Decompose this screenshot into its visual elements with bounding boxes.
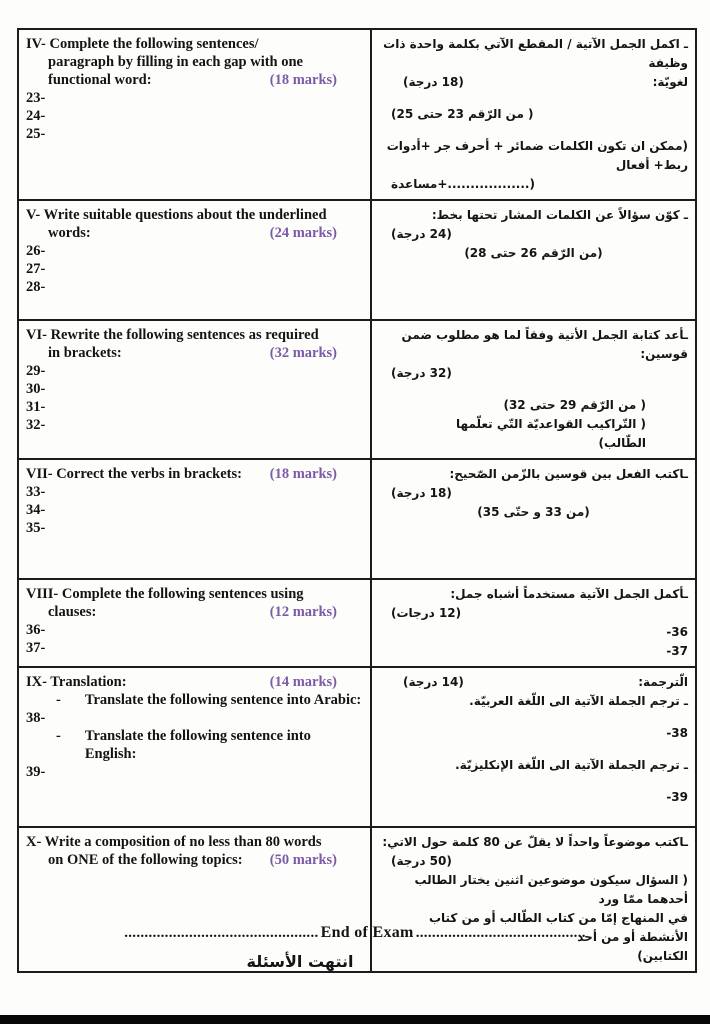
item-number — [26, 380, 363, 398]
item-number-text: 24- — [26, 108, 46, 124]
section-vii-english-cell — [19, 460, 372, 578]
section-heading-line — [26, 206, 363, 224]
item-number-text: 34- — [26, 502, 46, 518]
section-heading-line — [26, 326, 363, 344]
spacer — [379, 124, 688, 137]
arabic-text-line — [379, 503, 688, 522]
spacer — [379, 775, 688, 788]
arabic-text-line — [379, 175, 688, 194]
section-heading-line — [26, 224, 363, 242]
arabic-text: الّترجمة: — [638, 675, 688, 689]
heading-text: VII- Correct the verbs in brackets: — [26, 466, 242, 482]
arabic-text-line — [379, 35, 688, 73]
bullet-line — [26, 691, 363, 709]
section-heading-line — [26, 585, 363, 603]
arabic-text: (من 33 و حتّى 35) — [477, 505, 590, 519]
dots-right: .......................................... — [415, 925, 586, 941]
section-iv-arabic-cell — [372, 30, 695, 199]
dots-left: ................................................ — [124, 925, 319, 941]
arabic-text: ( التّراكيب القواعديّة التّي تعلّمها الطّالب) — [456, 417, 646, 450]
arabic-text-line — [379, 326, 688, 364]
arabic-text-line — [379, 871, 688, 909]
section-heading-line — [26, 344, 363, 362]
bullet-dash: - — [56, 692, 61, 708]
exam-question-table — [17, 28, 697, 973]
heading-text: functional word: — [48, 72, 152, 88]
section-v-english-cell — [19, 201, 372, 319]
item-number-text: 35- — [26, 520, 46, 536]
item-number-text: 39- — [26, 764, 46, 780]
arabic-text: -36 — [666, 625, 688, 639]
section-x-row — [19, 826, 695, 971]
item-number — [26, 709, 363, 727]
heading-text: paragraph by filling in each gap with one — [48, 54, 303, 70]
bullet-text: Translate the following sentence into Arabic: — [84, 692, 362, 708]
section-heading-line — [26, 35, 363, 53]
item-number-text: 32- — [26, 417, 46, 433]
item-number-text: 37- — [26, 640, 46, 656]
item-number-text: 26- — [26, 243, 46, 259]
arabic-marks: (14 درجة) — [403, 675, 464, 689]
section-vi-arabic-cell — [372, 321, 695, 458]
arabic-text-line — [379, 484, 688, 503]
arabic-text: مساعدة+..................) — [391, 177, 535, 191]
arabic-text-line — [379, 692, 688, 711]
item-number-text: 25- — [26, 126, 46, 142]
arabic-text: ( السؤال سيكون موضوعين اثنين يختار الطالب أحدهما ممّا ورد — [414, 873, 688, 906]
item-number — [26, 398, 363, 416]
item-number — [26, 483, 363, 501]
item-number — [26, 260, 363, 278]
section-viii-english-cell — [19, 580, 372, 666]
arabic-text: (24 درجة) — [391, 227, 452, 241]
scan-edge-bar — [0, 1015, 710, 1024]
arabic-text-line — [379, 244, 688, 263]
arabic-text: -38 — [666, 726, 688, 740]
arabic-text: (32 درجة) — [391, 366, 452, 380]
section-iv-english-cell — [19, 30, 372, 199]
arabic-text: (12 درجات) — [391, 606, 462, 620]
arabic-text-line — [379, 642, 688, 661]
section-heading-line — [26, 71, 363, 89]
arabic-text-line — [379, 206, 688, 225]
marks-badge: (32 marks) — [269, 345, 337, 361]
bullet-text: Translate the following sentence into English: — [84, 728, 311, 762]
arabic-text: (50 درجة) — [391, 854, 452, 868]
section-vi-english-cell — [19, 321, 372, 458]
spacer — [379, 383, 688, 396]
section-heading-line — [26, 53, 363, 71]
section-vii-arabic-cell — [372, 460, 695, 578]
arabic-text-line — [379, 623, 688, 642]
spacer — [379, 743, 688, 756]
end-of-exam-text: End of Exam — [320, 924, 414, 941]
item-number — [26, 125, 363, 143]
section-heading-line — [26, 673, 363, 691]
heading-text: on ONE of the following topics: — [48, 852, 243, 868]
arabic-text: ـ كوّن سؤالاً عن الكلمات المشار تحتها بخط: — [431, 208, 688, 222]
arabic-text-line — [379, 465, 688, 484]
section-ix-row — [19, 666, 695, 826]
bullet-line — [26, 727, 363, 763]
section-x-arabic-cell — [372, 828, 695, 971]
arabic-text: (ممكن ان تكون الكلمات ضمائر + أحرف جر +أدوات ربط+ أفعال — [386, 139, 688, 172]
end-of-exam-line — [0, 924, 710, 942]
questions-ended-text: انتهت الأسئلة — [246, 952, 354, 971]
item-number-text: 31- — [26, 399, 46, 415]
section-heading-line — [26, 833, 363, 851]
arabic-text-line — [379, 724, 688, 743]
arabic-text: ـ ترجم الجملة الآتية الى اللّغة العربيّة. — [469, 694, 688, 708]
item-number — [26, 278, 363, 296]
item-number — [26, 621, 363, 639]
arabic-text: ـ ترجم الجملة الآتية الى اللّغة الإنكليزيّة. — [455, 758, 688, 772]
arabic-text: -39 — [666, 790, 688, 804]
arabic-text: ـأعد كتابة الجمل الأتية وفقاً لما هو مطلوب ضمن قوسين: — [401, 328, 688, 361]
section-heading-line — [26, 603, 363, 621]
arabic-text-line — [379, 73, 688, 92]
section-iv-row — [19, 30, 695, 199]
item-number — [26, 362, 363, 380]
section-ix-english-cell — [19, 668, 372, 826]
arabic-text: في المنهاج إمّا من كتاب الطّالب أو من كتاب الأنشطة أو من أحد — [428, 911, 688, 944]
arabic-text-line — [379, 833, 688, 852]
arabic-text: ـأكمل الجمل الآتية مستخدماً أشباه جمل: — [450, 587, 688, 601]
heading-text: V- Write suitable questions about the underlined — [26, 207, 327, 223]
arabic-text-line — [379, 396, 688, 415]
heading-text: IV- Complete the following sentences/ — [26, 36, 259, 52]
item-number-text: 29- — [26, 363, 46, 379]
arabic-text: الكتابين) — [637, 949, 688, 963]
heading-text: in brackets: — [48, 345, 122, 361]
section-vii-row — [19, 458, 695, 578]
arabic-text: ـاكتب موضوعاً واحداً لا يقلّ عن 80 كلمة حول الاتي: — [382, 835, 688, 849]
marks-badge: (24 marks) — [269, 225, 337, 241]
bullet-dash: - — [56, 728, 61, 744]
heading-text: words: — [48, 225, 91, 241]
heading-text: X- Write a composition of no less than 80 words — [26, 834, 322, 850]
item-number-text: 38- — [26, 710, 46, 726]
arabic-text: -37 — [666, 644, 688, 658]
marks-badge: (18 marks) — [269, 466, 337, 482]
arabic-text-line — [379, 852, 688, 871]
item-number-text: 23- — [26, 90, 46, 106]
arabic-text-line — [379, 756, 688, 775]
arabic-text: (من الرّقم 26 حتى 28) — [464, 246, 603, 260]
spacer — [379, 92, 688, 105]
arabic-text: (18 درجة) — [391, 486, 452, 500]
item-number — [26, 501, 363, 519]
arabic-text-line — [379, 105, 688, 124]
arabic-marks: (18 درجة) — [403, 75, 464, 89]
item-number — [26, 416, 363, 434]
section-heading-line — [26, 851, 363, 869]
arabic-text-line — [379, 225, 688, 244]
arabic-text-line — [379, 788, 688, 807]
arabic-text: ـ اكمل الجمل الآتية / المقطع الآتي بكلمة واحدة ذات وظيفة — [383, 37, 688, 70]
heading-text: IX- Translation: — [26, 674, 127, 690]
arabic-text-line — [379, 604, 688, 623]
section-heading-line — [26, 465, 363, 483]
item-number — [26, 107, 363, 125]
item-number — [26, 89, 363, 107]
section-x-english-cell — [19, 828, 372, 971]
arabic-text-line — [379, 673, 688, 692]
item-number — [26, 763, 363, 781]
arabic-text-line — [379, 137, 688, 175]
section-v-row — [19, 199, 695, 319]
arabic-text: ( من الرّقم 23 حتى 25) — [391, 107, 534, 121]
section-vi-row — [19, 319, 695, 458]
item-number — [26, 639, 363, 657]
heading-text: VI- Rewrite the following sentences as required — [26, 327, 319, 343]
heading-text: clauses: — [48, 604, 97, 620]
marks-badge: (50 marks) — [269, 852, 337, 868]
marks-badge: (14 marks) — [269, 674, 337, 690]
item-number — [26, 519, 363, 537]
section-ix-arabic-cell — [372, 668, 695, 826]
spacer — [379, 711, 688, 724]
section-viii-arabic-cell — [372, 580, 695, 666]
section-viii-row — [19, 578, 695, 666]
item-number-text: 28- — [26, 279, 46, 295]
marks-badge: (18 marks) — [269, 72, 337, 88]
arabic-text-line — [379, 585, 688, 604]
heading-text: VIII- Complete the following sentences using — [26, 586, 304, 602]
item-number-text: 33- — [26, 484, 46, 500]
arabic-text-line — [379, 415, 688, 453]
item-number-text: 27- — [26, 261, 46, 277]
section-v-arabic-cell — [372, 201, 695, 319]
marks-badge: (12 marks) — [269, 604, 337, 620]
item-number-text: 36- — [26, 622, 46, 638]
item-number — [26, 242, 363, 260]
arabic-text: لغويّة: — [652, 75, 688, 89]
arabic-text-line — [379, 364, 688, 383]
arabic-text: ـاكتب الفعل بين قوسين بالزّمن الصّحيح: — [449, 467, 688, 481]
arabic-text: ( من الرّقم 29 حتى 32) — [503, 398, 646, 412]
item-number-text: 30- — [26, 381, 46, 397]
